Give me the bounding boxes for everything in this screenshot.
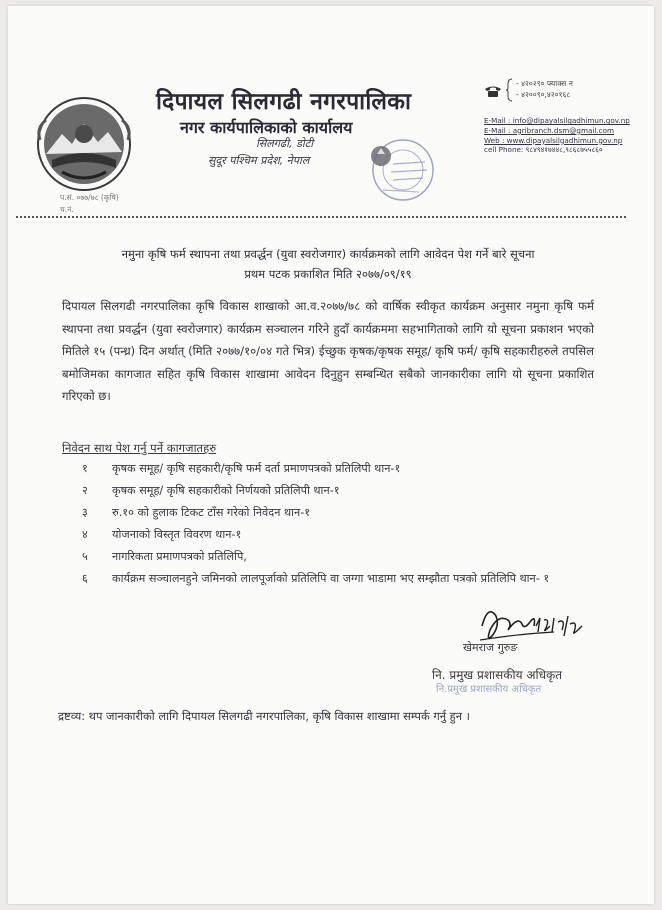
item-text: कृषक समूह/ कृषि सहकारी/कृषि फर्म दर्ता प्रमाणपत्रको प्रतिलिपी थान-१ [112,462,401,475]
item-text: योजनाको विस्तृत विवरण थान-१ [112,528,242,541]
signatory-title: नि. प्रमुख प्रशासकीय अधिकृत [432,668,563,682]
email-link-1[interactable]: E-Mail : info@dipayalsilgadhimun.gov.np [484,116,630,125]
body-paragraph: दिपायल सिलगढी नगरपालिका कृषि विकास शाखाको आ.व.२०७७/७८ को वार्षिक स्वीकृत कार्यक्रम अनुसार नमुना कृषि फर्म स्थापना तथा प्रवर्द्धन (युवा स्वरोजगार) कार्यक्रम सञ्चालन गरिने हुदाँ कार्यक्रममा सहभागिताको लागि यो सूचना प्रकाशन भएको मितिले १५ (पन्ध्र) दिन अर्थात् (मिति २०७७/१०/०४ गते भित्र) ईच्छुक कृषक/कृषक समूह/ कृषि फर्म/ कृषि सहकारीहरुले तपसिल बमोजिमका कागजात सहित कृषि विकास शाखामा आवेदन दिनुहुन सम्बन्धित सबैको जानकारीका लागि यो सूचना प्रकाशित गरिएको छ। [62,299,594,404]
item-number: ५ [82,550,88,563]
subject-line-2: प्रथम पटक प्रकाशित मिति २०७७/०९/१९ [244,267,412,281]
item-number: ३ [82,506,88,519]
item-text: कृषक समूह/ कृषि सहकारीको निर्णयको प्रतिलिपी थान-१ [112,484,340,497]
ref-no: प.सं. ०७७/७८ (कृषि) [60,193,119,202]
phone-numbers [516,78,573,100]
website-link[interactable]: Web : www.dipayalsilgadhimun.gov.np [484,135,623,145]
address-line-2: सुदूर पश्चिम प्रदेश, नेपाल [208,154,310,167]
telephone-icon [484,84,502,98]
item-number: ४ [82,528,88,541]
subject-line-1: नमुना कृषि फर्म स्थापना तथा प्रवर्द्धन (युवा स्वरोजगार) कार्यक्रमको लागि आवेदन पेश गर्ने बारे सूचना [121,247,535,261]
item-text: कार्यक्रम सञ्चालनहुने जमिनको लालपूर्जाको प्रतिलिपि वा जग्गा भाडामा भए सम्झौता पत्रको प्रतिलिपि थान- १ [112,572,550,585]
phone-line-1: - ४२०२९० फ्याक्स न [516,79,573,88]
office-name: नगर कार्यपालिकाको कार्यालय [180,118,353,137]
reference-numbers [60,192,119,216]
cell-phone: cell Phone: ९८४९४१७४४८,९८६८७५५८६० [484,145,603,155]
signatory-name: खेमराज गुरुङ [463,641,518,654]
header-divider [16,216,626,218]
contact-block [484,116,630,155]
documents-heading: निवेदन साथ पेश गर्नु पर्ने कागजातहरु [62,441,217,455]
notice-subject [48,244,608,284]
item-number: १ [82,462,88,475]
footnote: द्रष्टव्य: थप जानकारीको लागि दिपायल सिलगढी नगरपालिका, कृषि विकास शाखामा सम्पर्क गर्नु हुन । [58,709,470,723]
brace-icon [505,78,513,102]
notice-page [8,6,654,904]
org-name: दिपायल सिलगढी नगरपालिका [156,89,412,115]
email-link-2[interactable]: E-Mail : agribranch.dsm@gmail.com [484,125,615,135]
item-number: २ [82,484,88,497]
address-line-1: सिलगढी, डोटी [256,137,314,150]
item-text: रु.१० को हुलाक टिकट टाँस गरेको निवेदन थान-१ [112,506,311,519]
item-number: ६ [82,572,88,585]
dispatch-no: च.नं. [60,205,74,214]
phone-line-2: - ४२००९०,४२०१६८ [516,90,571,99]
office-seal-stamp [353,134,445,206]
item-text: नागरिकता प्रमाणपत्रको प्रतिलिपि, [112,550,247,563]
designation-stamp: नि.प्रमुख प्रशासकीय अधिकृत [436,684,542,695]
municipal-emblem-icon [32,94,136,194]
